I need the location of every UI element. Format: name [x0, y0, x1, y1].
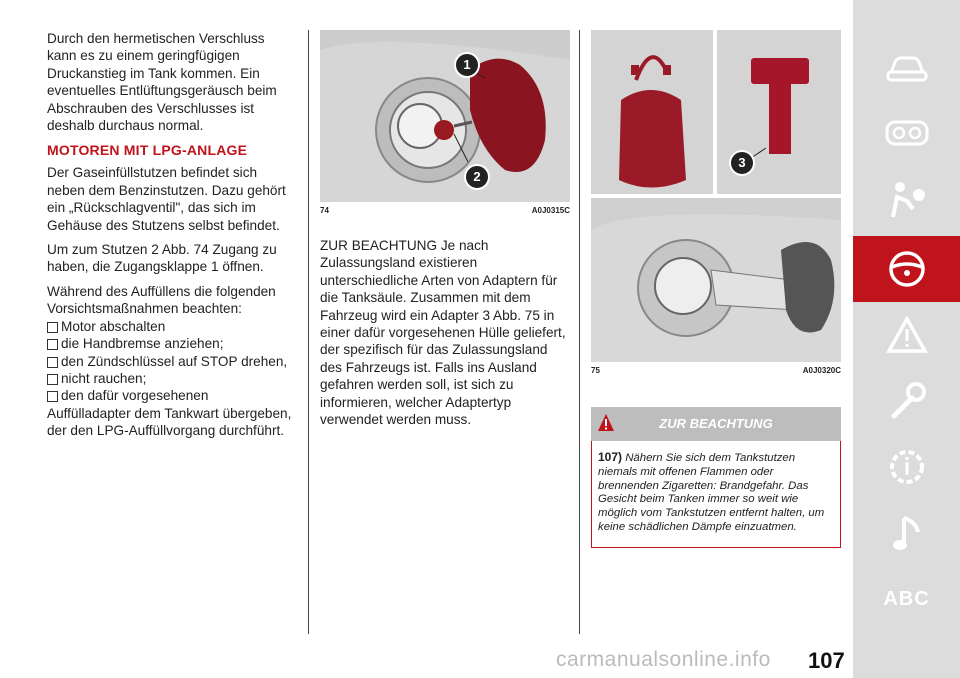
page-number: 107: [808, 648, 845, 673]
column-divider: [308, 30, 309, 634]
figure-code: A0J0315C: [531, 206, 570, 215]
sidebar-item-instruments[interactable]: [853, 100, 960, 166]
list-item: Motor abschalten: [47, 318, 297, 335]
list-item: nicht rauchen;: [47, 370, 297, 387]
text-column-1: [47, 30, 297, 440]
paragraph-access: Um zum Stutzen 2 Abb. 74 Zugang zu haben, die Zugangsklappe 1 öffnen.: [47, 242, 277, 275]
figure-75-caption: [591, 366, 841, 375]
checkbox-bullet-icon: [47, 391, 58, 402]
paragraph-gas-filler: Der Gaseinfüllstutzen befindet sich neben dem Benzinstutzen. Dazu gehört ein „Rückschlagventil", das sich im Gehäuse des Stutzens selbst befindet.: [47, 165, 286, 233]
dashboard-icon: [885, 118, 929, 148]
chapter-sidebar: [853, 0, 960, 678]
figure-number: 75: [591, 366, 600, 375]
text-column-3: [591, 30, 841, 548]
section-heading-lpg: MOTOREN MIT LPG-ANLAGE: [47, 142, 248, 159]
checkbox-bullet-icon: [47, 374, 58, 385]
figure-74: [320, 30, 570, 202]
warning-text: 107) Nähern Sie sich dem Tankstutzen niemals mit offenen Flammen oder brennenden Zigaretten: Brandgefahr. Das Gesicht beim Tanken immer so weit wie möglich vom Tankstutzen entfernt halten, um keine schädlichen Dämpfe einzuatmen.: [598, 450, 825, 533]
abc-icon: ABC: [883, 587, 930, 610]
list-item: den dafür vorgesehenen: [47, 387, 297, 404]
wrench-icon: [886, 380, 928, 422]
text-column-2: [320, 30, 570, 435]
sidebar-item-maintenance[interactable]: [853, 434, 960, 500]
warning-header: [591, 407, 841, 441]
figure-code: A0J0320C: [802, 366, 841, 375]
gear-info-icon: [886, 446, 928, 488]
figure-75: [591, 30, 841, 362]
figure-number: 74: [320, 206, 329, 215]
adapter-illustration: [591, 30, 841, 362]
checkbox-bullet-icon: [47, 339, 58, 350]
callout-badge-3: 3: [729, 150, 755, 176]
watermark: carmanualsonline.info: [556, 648, 771, 671]
list-item: den Zündschlüssel auf STOP drehen,: [47, 353, 297, 370]
sidebar-item-driving[interactable]: [853, 236, 960, 302]
warning-box: [591, 441, 841, 548]
warning-title: ZUR BEACHTUNG: [659, 416, 773, 431]
paragraph-precautions: Während des Auffüllens die folgenden Vorsichtsmaßnahmen beachten:: [47, 283, 276, 317]
paragraph-pressure: Durch den hermetischen Verschluss kann es zu einem geringfügigen Druckanstieg im Tank kommen. Ein eventuelles Entlüftungsgeräusch beim Abschrauben des Verschlusses ist deshalb durchaus normal.: [47, 31, 277, 134]
callout-badge-2: 2: [464, 164, 490, 190]
sidebar-item-index[interactable]: [853, 566, 960, 632]
callout-badge-1: 1: [454, 52, 480, 78]
warning-triangle-icon: [886, 316, 928, 354]
list-item-continuation: Auffülladapter dem Tankwart übergeben, der den LPG-Auffüllvorgang durchführt.: [47, 405, 292, 439]
steering-wheel-icon: [887, 249, 927, 289]
list-item: die Handbremse anziehen;: [47, 335, 297, 352]
sidebar-item-multimedia[interactable]: [853, 500, 960, 566]
car-icon: [885, 53, 929, 85]
airbag-icon: [885, 179, 929, 219]
paragraph-adapter-note: ZUR BEACHTUNG Je nach Zulassungsland existieren unterschiedliche Arten von Adaptern für die Tanksäule. Zusammen mit dem Fahrzeug wird ein Adapter 3 Abb. 75 in einer dafür vorgesehenen Hülle geliefert, der spezifisch für das Zulassungsland des Fahrzeugs ist. Falls ins Ausland gefahren werden soll, ist sich zu informieren, welcher Adaptertyp verwendet werden muss.: [320, 238, 566, 428]
sidebar-item-warnings[interactable]: [853, 302, 960, 368]
checkbox-bullet-icon: [47, 357, 58, 368]
sidebar-item-car[interactable]: [853, 36, 960, 102]
precautions-list: [47, 318, 297, 440]
fuel-flap-illustration: [320, 30, 570, 202]
column-divider: [579, 30, 580, 634]
sidebar-item-emergency[interactable]: [853, 368, 960, 434]
figure-74-caption: [320, 206, 570, 215]
sidebar-item-safety[interactable]: [853, 166, 960, 232]
music-note-icon: [890, 512, 924, 554]
checkbox-bullet-icon: [47, 322, 58, 333]
